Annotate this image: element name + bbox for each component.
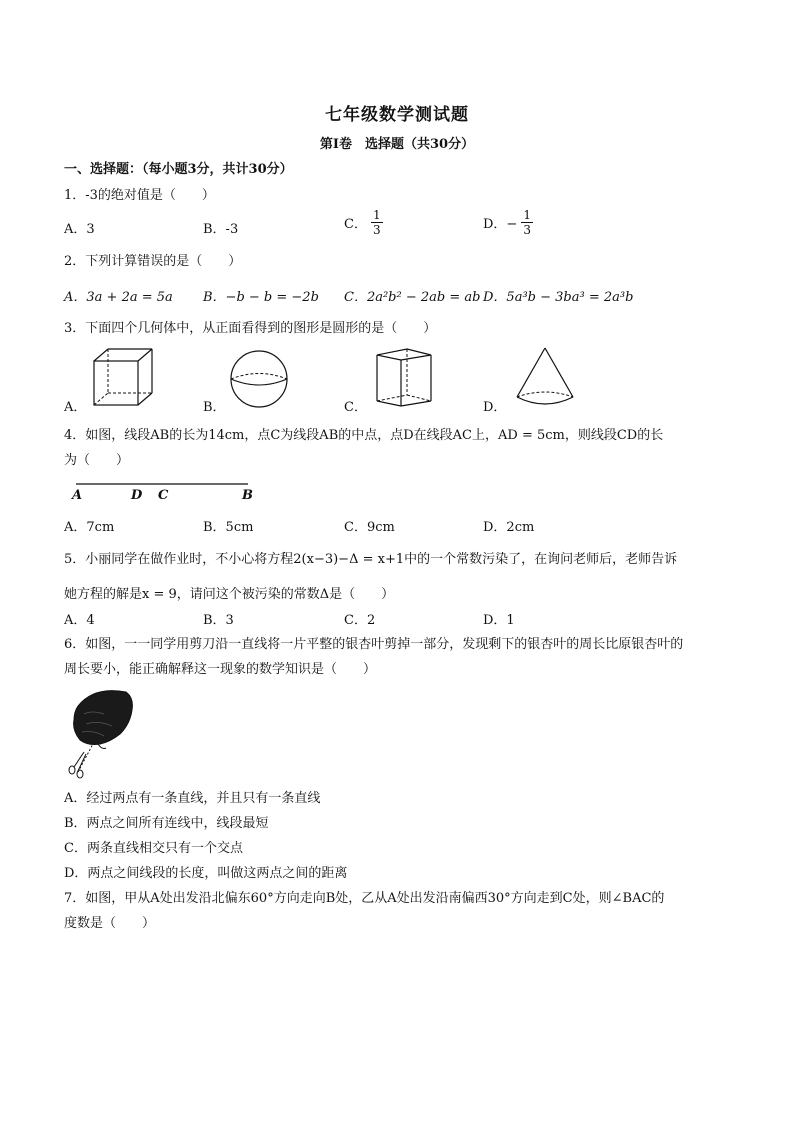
question-3-option-d: D．: [483, 400, 507, 415]
question-6-option-c: C．两条直线相交只有一个交点: [64, 841, 243, 856]
question-4-option-b: B．5cm: [203, 520, 254, 535]
question-5-option-c: C．2: [344, 613, 376, 628]
question-1-option-c: [344, 208, 383, 237]
sphere-figure: [228, 348, 290, 410]
fraction-denominator: 3: [372, 223, 381, 237]
point-d-label: D: [131, 488, 143, 503]
fraction-numerator: 1: [372, 208, 381, 222]
option-d-prefix: D．−: [483, 217, 518, 232]
question-1-option-b: B．-3: [203, 222, 239, 237]
question-6-stem-line-2: 周长要小，能正确解释这一现象的数学知识是（ ）: [64, 662, 377, 677]
question-2-option-c: C．2a²b² − 2ab = ab: [344, 290, 481, 305]
question-5-option-d: D．1: [483, 613, 515, 628]
option-c-prefix: C．: [344, 217, 367, 232]
question-4-stem-line-2: 为（ ）: [64, 453, 130, 468]
ginkgo-leaf-figure: [64, 684, 144, 780]
question-5-stem-line-2: 她方程的解是x = 9，请问这个被污染的常数Δ是（ ）: [64, 587, 395, 602]
point-c-label: C: [158, 488, 169, 503]
question-4-option-d: D．2cm: [483, 520, 535, 535]
cube-figure: [92, 347, 154, 409]
question-2-stem: 2．下列计算错误的是（ ）: [64, 254, 242, 269]
question-6-option-d: D．两点之间线段的长度，叫做这两点之间的距离: [64, 866, 348, 881]
question-1-stem: 1．-3的绝对值是（ ）: [64, 188, 215, 203]
question-3-stem: 3．下面四个几何体中，从正面看得到的图形是圆形的是（ ）: [64, 321, 437, 336]
point-a-label: A: [72, 488, 83, 503]
question-5-option-a: A．4: [64, 613, 95, 628]
question-6-stem-line-1: 6．如图，一一同学用剪刀沿一直线将一片平整的银杏叶剪掉一部分，发现剩下的银杏叶的周长比原银杏叶的: [64, 637, 684, 652]
question-6-option-a: A．经过两点有一条直线，并且只有一条直线: [64, 791, 321, 806]
question-5-option-b: B．3: [203, 613, 234, 628]
question-1-option-a: A．3: [64, 222, 95, 237]
question-2-option-d: D．5a³b − 3ba³ = 2a³b: [483, 290, 634, 305]
question-3-option-a: A．: [64, 400, 87, 415]
fraction: [371, 208, 383, 237]
question-3-option-b: B．: [203, 400, 226, 415]
question-6-option-b: B．两点之间所有连线中，线段最短: [64, 816, 269, 831]
question-5-stem-line-1: 5．小丽同学在做作业时，不小心将方程2(x−3)−Δ = x+1中的一个常数污染了，在询问老师后，老师告诉: [64, 552, 678, 567]
question-4-option-c: C．9cm: [344, 520, 395, 535]
question-4-stem-line-1: 4．如图，线段AB的长为14cm，点C为线段AB的中点，点D在线段AC上，AD = 5cm，则线段CD的长: [64, 428, 664, 443]
fraction-denominator: 3: [523, 223, 531, 237]
fraction: [521, 208, 533, 237]
scissors-icon: [69, 752, 86, 778]
section-heading: 一、选择题：（每小题3分，共计30分）: [64, 162, 293, 177]
question-7-stem-line-2: 度数是（ ）: [64, 916, 156, 931]
prism-figure: [373, 347, 435, 409]
ginkgo-leaf-icon: [74, 691, 133, 745]
question-2-option-a: A．3a + 2a = 5a: [64, 290, 173, 305]
point-b-label: B: [242, 488, 253, 503]
question-4-option-a: A．7cm: [64, 520, 115, 535]
section-subtitle: 第Ⅰ卷 选择题（共30分）: [319, 137, 475, 152]
cone-figure: [512, 345, 578, 411]
question-1-option-d: [483, 208, 533, 237]
question-3-option-c: C．: [344, 400, 367, 415]
fraction-numerator: 1: [523, 208, 531, 222]
question-2-option-b: B．−b − b = −2b: [203, 290, 319, 305]
page-title: 七年级数学测试题: [325, 105, 469, 125]
question-7-stem-line-1: 7．如图，甲从A处出发沿北偏东60°方向走向B处，乙从A处出发沿南偏西30°方向走到C处，则∠BAC的: [64, 891, 665, 906]
